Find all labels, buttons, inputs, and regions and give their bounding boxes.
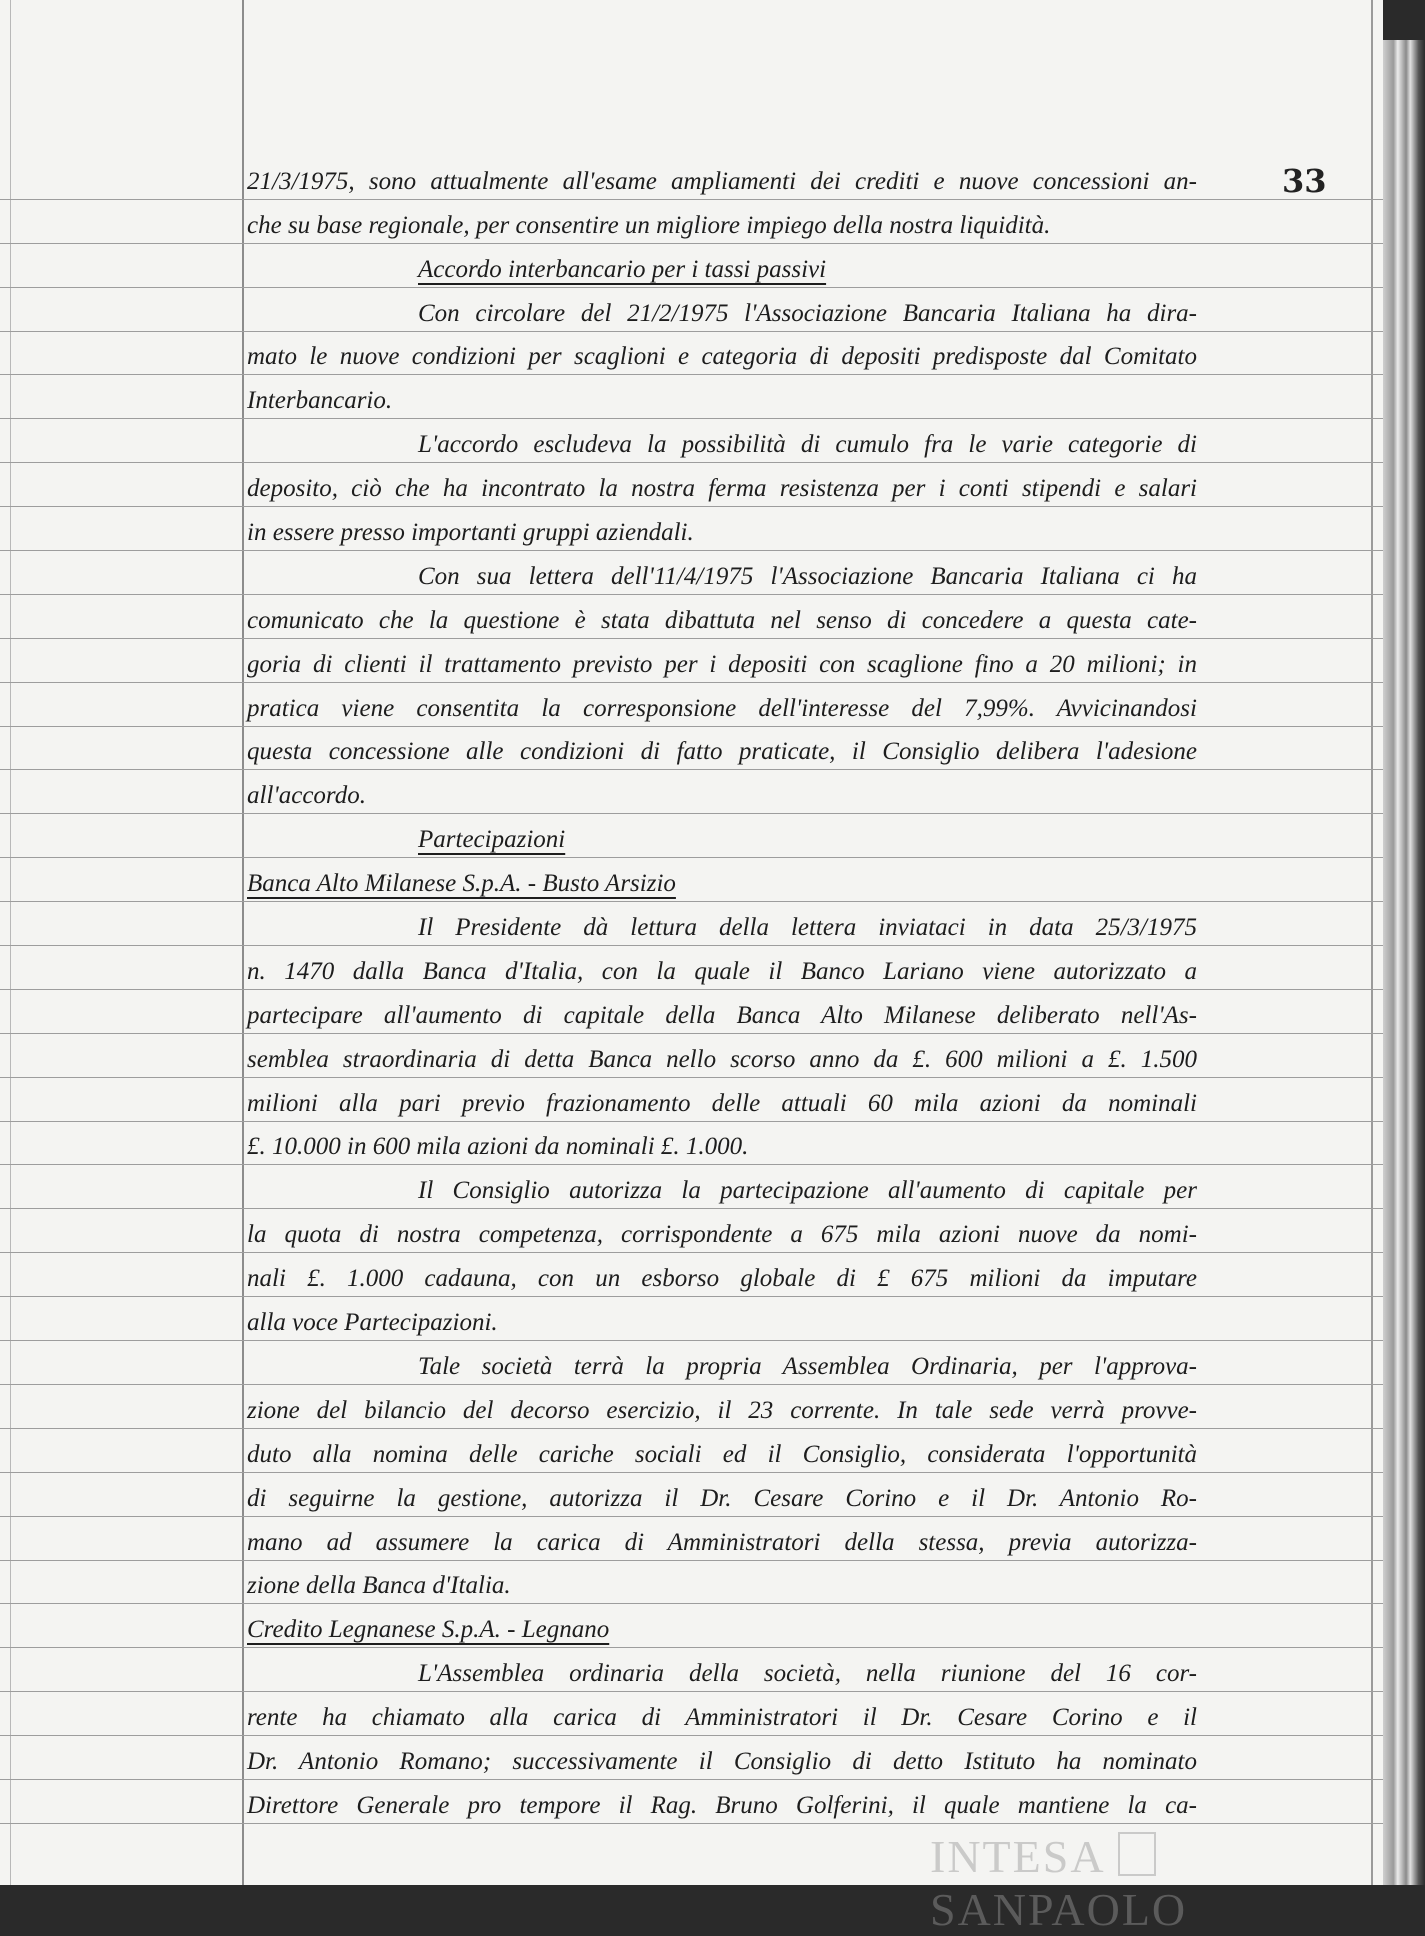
text-line: Interbancario. bbox=[247, 387, 393, 415]
text-line: deposito, ciò che ha incontrato la nostra ferma resistenza per i conti stipendi e salari bbox=[247, 475, 1197, 503]
text-line: questa concessione alle condizioni di fatto praticate, il Consiglio delibera l'adesione bbox=[247, 738, 1197, 766]
watermark-left: INTESA bbox=[930, 1831, 1106, 1882]
intesa-sanpaolo-watermark bbox=[930, 1830, 1383, 1936]
text-line: mano ad assumere la carica di Amministratori della stessa, previa autorizza- bbox=[247, 1528, 1197, 1556]
text-line: 21/3/1975, sono attualmente all'esame ampliamenti dei crediti e nuove concessioni an- bbox=[247, 167, 1197, 195]
text-line: Il Consiglio autorizza la partecipazione all'aumento di capitale per bbox=[418, 1177, 1197, 1205]
text-line: che su base regionale, per consentire un migliore impiego della nostra liquidità. bbox=[247, 211, 1051, 239]
text-line: Direttore Generale pro tempore il Rag. Bruno Golferini, il quale mantiene la ca- bbox=[247, 1791, 1197, 1819]
handwritten-text bbox=[0, 156, 1383, 1824]
text-line: goria di clienti il trattamento previsto per i depositi con scaglione fino a 20 milioni; in bbox=[247, 650, 1197, 678]
subsection-heading: Banca Alto Milanese S.p.A. - Busto Arsizio bbox=[247, 870, 676, 898]
stacked-page-edges bbox=[1383, 40, 1425, 1885]
section-heading: Partecipazioni bbox=[418, 826, 566, 854]
text-line: n. 1470 dalla Banca d'Italia, con la quale il Banco Lariano viene autorizzato a bbox=[247, 957, 1197, 985]
subsection-heading: Credito Legnanese S.p.A. - Legnano bbox=[247, 1616, 610, 1644]
text-line: Dr. Antonio Romano; successivamente il Consiglio di detto Istituto ha nominato bbox=[247, 1747, 1197, 1775]
text-line: nali £. 1.000 cadauna, con un esborso globale di £ 675 milioni da imputare bbox=[247, 1265, 1197, 1293]
section-heading: Accordo interbancario per i tassi passivi bbox=[418, 255, 827, 283]
text-line: la quota di nostra competenza, corrispondente a 675 mila azioni nuove da nomi- bbox=[247, 1221, 1197, 1249]
text-line: alla voce Partecipazioni. bbox=[247, 1309, 498, 1337]
text-line: all'accordo. bbox=[247, 782, 366, 810]
text-line: £. 10.000 in 600 mila azioni da nominali £. 1.000. bbox=[247, 1133, 749, 1161]
text-line: zione della Banca d'Italia. bbox=[247, 1572, 511, 1600]
text-line: Con sua lettera dell'11/4/1975 l'Associazione Bancaria Italiana ci ha bbox=[418, 562, 1197, 590]
text-line: comunicato che la questione è stata dibattuta nel senso di concedere a questa cate- bbox=[247, 606, 1197, 634]
text-line: rente ha chiamato alla carica di Amministratori il Dr. Cesare Corino e il bbox=[247, 1704, 1197, 1732]
text-line: pratica viene consentita la corresponsione dell'interesse del 7,99%. Avvicinandosi bbox=[247, 694, 1197, 722]
page-number: 33 bbox=[1282, 162, 1327, 200]
text-line: duto alla nomina delle cariche sociali ed il Consiglio, considerata l'opportunità bbox=[247, 1440, 1197, 1468]
text-line: L'accordo escludeva la possibilità di cumulo fra le varie categorie di bbox=[418, 431, 1197, 459]
text-line: semblea straordinaria di detta Banca nello scorso anno da £. 600 milioni a £. 1.500 bbox=[247, 1045, 1197, 1073]
watermark-logo-icon bbox=[1118, 1832, 1156, 1876]
text-line: zione del bilancio del decorso esercizio, il 23 corrente. In tale sede verrà provve- bbox=[247, 1396, 1197, 1424]
text-line: L'Assemblea ordinaria della società, nella riunione del 16 cor- bbox=[418, 1660, 1197, 1688]
text-line: partecipare all'aumento di capitale della Banca Alto Milanese deliberato nell'As- bbox=[247, 1001, 1197, 1029]
text-line: Il Presidente dà lettura della lettera inviataci in data 25/3/1975 bbox=[418, 914, 1197, 942]
text-line: di seguirne la gestione, autorizza il Dr. Cesare Corino e il Dr. Antonio Ro- bbox=[247, 1484, 1197, 1512]
text-line: Con circolare del 21/2/1975 l'Associazione Bancaria Italiana ha dira- bbox=[418, 299, 1197, 327]
text-line: mato le nuove condizioni per scaglioni e categoria di depositi predisposte dal Comitato bbox=[247, 343, 1197, 371]
text-line: milioni alla pari previo frazionamento delle attuali 60 mila azioni da nominali bbox=[247, 1089, 1197, 1117]
watermark-right: SANPAOLO bbox=[930, 1884, 1188, 1935]
text-line: in essere presso importanti gruppi aziendali. bbox=[247, 519, 694, 547]
text-line: Tale società terrà la propria Assemblea Ordinaria, per l'approva- bbox=[418, 1352, 1197, 1380]
